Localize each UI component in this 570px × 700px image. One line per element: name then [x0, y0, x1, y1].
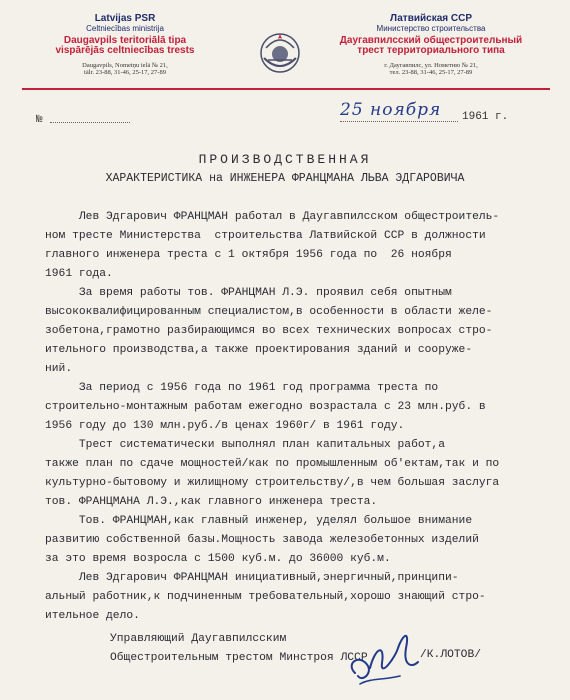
body-line: за это время возросла с 1500 куб.м. до 36000 куб.м.: [45, 553, 391, 565]
letterhead-republic-ru: Латвийская ССР: [389, 13, 473, 24]
body-line: культурно-бытовому и жилищному строительству/,в чем большая заслуга: [45, 477, 500, 489]
letterhead-latvian: [50, 14, 200, 77]
body-line: Тов. ФРАНЦМАН,как главный инженер, уделял большое внимание: [45, 515, 473, 527]
body-line: зобетона,грамотно разбирающимся во всех технических вопросах стро-: [45, 325, 493, 337]
body-line: развитию собственной базы.Мощность завода железобетонных изделий: [45, 534, 479, 546]
signatory-title: [110, 630, 368, 668]
body-line: ний.: [45, 363, 73, 375]
signatory-title-line-2: Общестроительным трестом Минстроя ЛССР: [110, 652, 368, 664]
body-line: главного инженера треста с 1 октября 1956 года по 26 ноября: [45, 249, 452, 261]
letterhead-org-lv-1: Daugavpils teritoriālā tipa: [63, 34, 187, 46]
body-line: ительного производства,а также проектирования зданий и сооруже-: [45, 344, 473, 356]
document-subtitle: ХАРАКТЕРИСТИКА на ИНЖЕНЕРА ФРАНЦМАНА ЛЬВА ЭДГАРОВИЧА: [105, 172, 465, 185]
letterhead-republic-lv: Latvijas PSR: [94, 13, 156, 24]
body-line: 1961 года.: [45, 268, 113, 280]
letterhead-org-ru-1: Даугавпилсский общестроительный: [339, 34, 523, 46]
body-line: строительно-монтажным работам ежегодно возрастала с 23 млн.руб. в: [45, 401, 486, 413]
letterhead-phones-ru: тел. 23-88, 31-46, 25-17, 27-89: [389, 68, 473, 76]
body-line: высококвалифицированным специалистом,в особенности в области желе-: [45, 306, 493, 318]
body-line: За время работы тов. ФРАНЦМАН Л.Э. проявил себя опытным: [45, 287, 452, 299]
document-number-label: №: [36, 114, 43, 126]
date-year: 1961 г.: [462, 111, 509, 123]
body-line: ном тресте Министерства строительства Латвийской ССР в должности: [45, 230, 486, 242]
letterhead-russian: [326, 14, 536, 77]
letterhead-address-ru: г. Даугавпилс, ул. Нометню № 21,: [384, 61, 478, 69]
letterhead-phones-lv: tālr. 23-88, 31-46, 25-17, 27-89: [84, 68, 166, 76]
letterhead-address-lv: Daugavpils, Nometņu ielā № 21,: [82, 61, 168, 69]
body-line: Лев Эдгарович ФРАНЦМАН инициативный,энергичный,принципи-: [45, 572, 459, 584]
letterhead-divider: [22, 88, 550, 90]
document-number-line: [50, 122, 130, 123]
handwritten-date: 25 ноября: [340, 100, 442, 120]
coat-of-arms-emblem: [256, 30, 304, 76]
letterhead-ministry-ru: Министерство строительства: [376, 23, 486, 33]
letterhead-ministry-lv: Celtniecības ministrija: [86, 23, 164, 33]
handwritten-signature: [340, 618, 430, 698]
signatory-name: /К.ЛОТОВ/: [420, 649, 482, 661]
body-line: Трест систематически выполнял план капитальных работ,а: [45, 439, 445, 451]
letterhead-org-lv-2: vispārējās celtniecības trests: [55, 45, 195, 57]
body-line: 1956 году до 130 млн.руб./в ценах 1960г/ в 1961 году.: [45, 420, 405, 432]
body-line: тов. ФРАНЦМАНА Л.Э.,как главного инженера треста.: [45, 496, 378, 508]
signatory-title-line-1: Управляющий Даугавпилсским: [110, 633, 287, 645]
letterhead-org-ru-2: трест территориального типа: [357, 45, 505, 57]
document-title: ПРОИЗВОДСТВЕННАЯ: [198, 152, 372, 167]
body-line: альный работник,к подчиненным требовательный,хорошо знающий стро-: [45, 591, 486, 603]
body-line: ительное дело.: [45, 610, 140, 622]
document-body: [45, 208, 555, 626]
body-line: За период с 1956 года по 1961 год программа треста по: [45, 382, 439, 394]
body-line: Лев Эдгарович ФРАНЦМАН работал в Даугавпилсском общестроитель-: [45, 211, 500, 223]
body-line: также план по сдаче мощностей/как по промышленным об'ектам,так и по: [45, 458, 500, 470]
date-underline: [340, 121, 458, 122]
